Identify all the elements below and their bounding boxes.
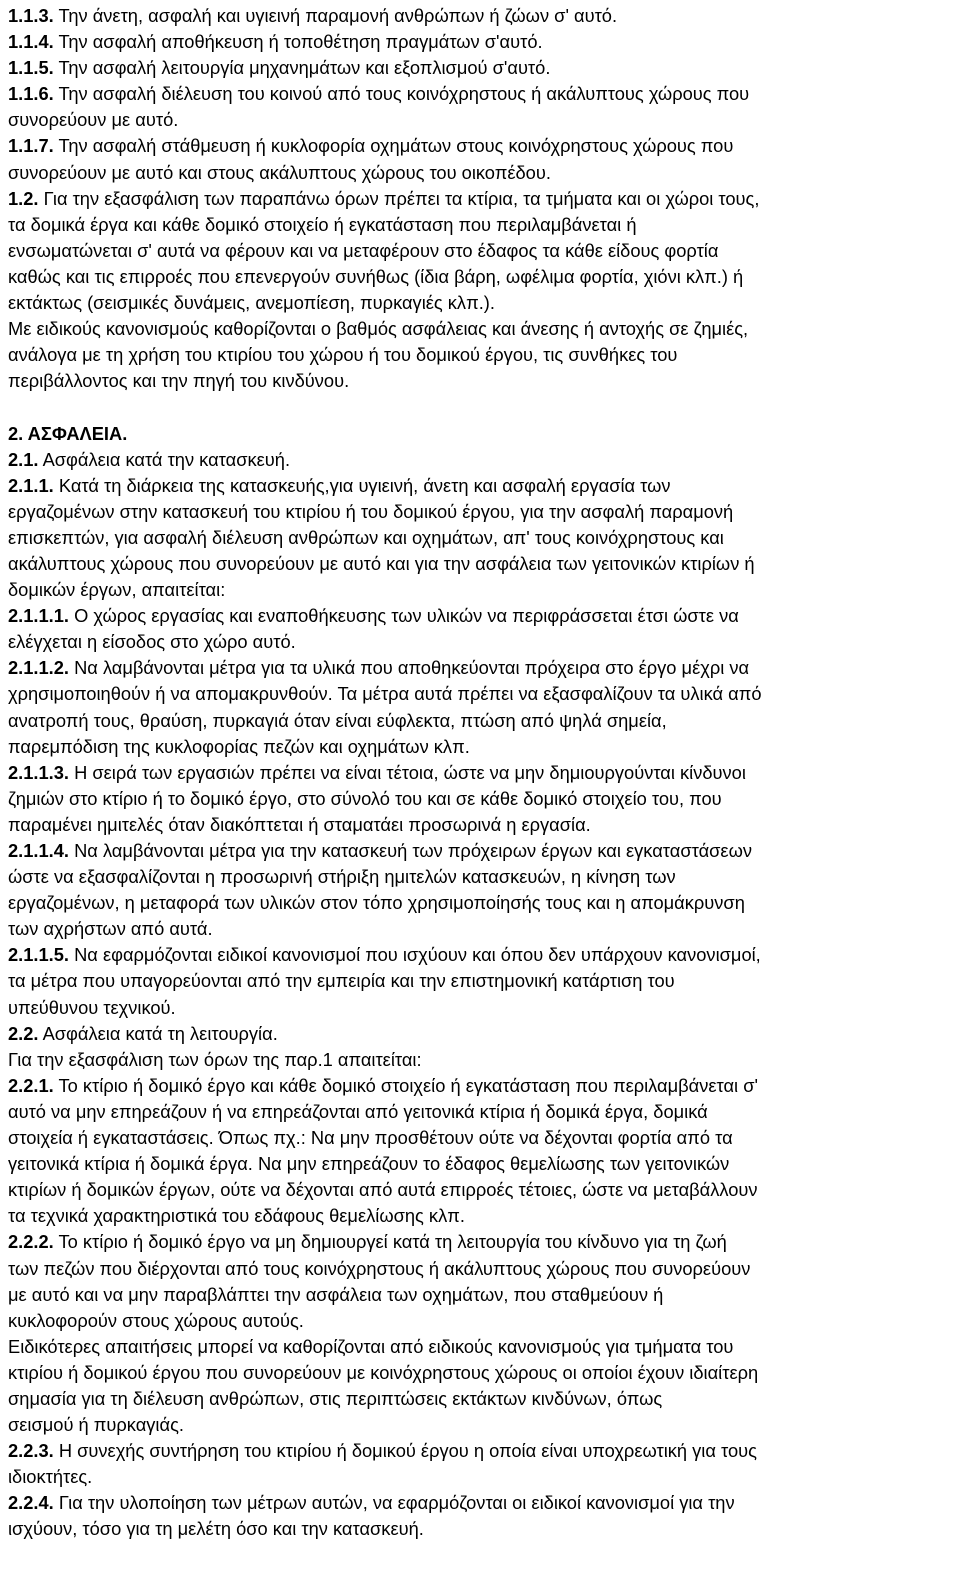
text-line xyxy=(8,890,952,916)
text-line xyxy=(8,1073,952,1099)
text-line xyxy=(8,107,952,133)
text-line xyxy=(8,212,952,238)
text-line xyxy=(8,1386,952,1412)
body-text: κυκλοφορούν στους χώρους αυτούς. xyxy=(8,1309,304,1331)
text-line xyxy=(8,1490,952,1516)
section-number-2-2: 2.2. xyxy=(8,1022,39,1044)
text-line xyxy=(8,577,952,603)
text-line xyxy=(8,681,952,707)
section-number-2-2-1: 2.2.1. xyxy=(8,1074,54,1096)
text-line xyxy=(8,551,952,577)
body-text: δομικών έργων, απαιτείται: xyxy=(8,579,226,601)
text-line xyxy=(8,916,952,942)
text-line xyxy=(8,708,952,734)
text-line xyxy=(8,942,952,968)
text-line xyxy=(8,1203,952,1229)
section-number-2: 2. ΑΣΦΑΛΕΙΑ. xyxy=(8,422,128,444)
body-text: Για την εξασφάλιση των παραπάνω όρων πρέπει τα κτίρια, τα τμήματα και οι χώροι τους, xyxy=(43,187,760,209)
text-line xyxy=(8,655,952,681)
body-text: Για την εξασφάλιση των όρων της παρ.1 απαιτείται: xyxy=(8,1048,422,1070)
text-line xyxy=(8,1177,952,1203)
section-number-1-1-4: 1.1.4. xyxy=(8,31,54,53)
text-line xyxy=(8,968,952,994)
text-line xyxy=(8,368,952,394)
body-text: Την ασφαλή διέλευση του κοινού από τους κοινόχρηστους ή ακάλυπτους χώρους που xyxy=(58,83,750,105)
body-text: Για την υλοποίηση των μέτρων αυτών, να εφαρμόζονται οι ειδικοί κανονισμοί για την xyxy=(58,1492,735,1514)
text-line xyxy=(8,995,952,1021)
section-number-2-1-1-1: 2.1.1.1. xyxy=(8,605,69,627)
text-line xyxy=(8,473,952,499)
body-text: Ο χώρος εργασίας και εναποθήκευσης των υλικών να περιφράσσεται έτσι ώστε να xyxy=(74,605,739,627)
body-text: Την άνετη, ασφαλή και υγιεινή παραμονή ανθρώπων ή ζώων σ' αυτό. xyxy=(58,5,618,26)
text-line xyxy=(8,1438,952,1464)
section-number-2-1-1-2: 2.1.1.2. xyxy=(8,657,69,679)
text-line xyxy=(8,1412,952,1438)
text-line xyxy=(8,81,952,107)
text-line xyxy=(8,838,952,864)
body-text: Κατά τη διάρκεια της κατασκευής,για υγιεινή, άνετη και ασφαλή εργασία των xyxy=(58,474,671,496)
body-text: Ειδικότερες απαιτήσεις μπορεί να καθορίζονται από ειδικούς κανονισμούς για τμήματα του xyxy=(8,1335,734,1357)
body-text: Να λαμβάνονται μέτρα για την κατασκευή των πρόχειρων έργων και εγκαταστάσεων xyxy=(74,840,752,861)
section-number-2-2-2: 2.2.2. xyxy=(8,1231,54,1253)
section-number-2-1-1: 2.1.1. xyxy=(8,474,54,496)
body-text: κτιρίων ή δομικών έργων, ούτε να δέχονται από αυτά επιρροές τέτοιες, ώστε να μεταβάλλουν xyxy=(8,1179,758,1201)
body-text: σημασία για τη διέλευση ανθρώπων, στις περιπτώσεις εκτάκτων κινδύνων, όπως xyxy=(8,1387,663,1409)
text-line xyxy=(8,55,952,81)
body-text: Να εφαρμόζονται ειδικοί κανονισμοί που ισχύουν και όπου δεν υπάρχουν κανονισμοί, xyxy=(74,944,761,966)
body-text: Την ασφαλή αποθήκευση ή τοποθέτηση πραγμάτων σ'αυτό. xyxy=(58,31,543,53)
body-text: εργαζομένων στην κατασκευή του κτιρίου ή του δομικού έργου, για την ασφαλή παραμονή xyxy=(8,500,734,522)
text-line xyxy=(8,1282,952,1308)
text-line xyxy=(8,603,952,629)
text-line xyxy=(8,3,952,29)
text-line xyxy=(8,629,952,655)
text-line xyxy=(8,238,952,264)
section-number-2-1-1-5: 2.1.1.5. xyxy=(8,944,69,966)
text-line xyxy=(8,1229,952,1255)
body-text: με αυτό και να μην παραβλάπτει την ασφάλεια των οχημάτων, που σταθμεύουν ή xyxy=(8,1283,664,1305)
body-text: Το κτίριο ή δομικό έργο και κάθε δομικό στοιχείο ή εγκατάσταση που περιλαμβάνεται σ' xyxy=(58,1074,758,1096)
body-text: τα τεχνικά χαρακτηριστικά του εδάφους θεμελίωσης κλπ. xyxy=(8,1205,465,1227)
text-line xyxy=(8,186,952,212)
text-line xyxy=(8,316,952,342)
section-number-2-2-4: 2.2.4. xyxy=(8,1492,54,1514)
body-text: παρεμπόδιση της κυκλοφορίας πεζών και οχημάτων κλπ. xyxy=(8,735,470,757)
text-line xyxy=(8,786,952,812)
body-text: εργαζομένων, η μεταφορά των υλικών στον τόπο χρησιμοποίησής τους και η απομάκρυνση xyxy=(8,892,745,914)
body-text: εκτάκτως (σεισμικές δυνάμεις, ανεμοπίεση, πυρκαγιές κλπ.). xyxy=(8,292,495,314)
body-text: ιδιοκτήτες. xyxy=(8,1466,93,1488)
body-text: τα μέτρα που υπαγορεύονται από την εμπειρία και την επιστημονική κατάρτιση του xyxy=(8,970,675,992)
body-text: ώστε να εξασφαλίζονται η προσωρινή στήριξη ημιτελών κατασκευών, η κίνηση των xyxy=(8,866,676,888)
section-number-1-1-7: 1.1.7. xyxy=(8,135,54,157)
body-text: ελέγχεται η είσοδος στο χώρο αυτό. xyxy=(8,631,296,653)
body-text: Η συνεχής συντήρηση του κτιρίου ή δομικού έργου η οποία είναι υποχρεωτική για τους xyxy=(58,1440,757,1462)
body-text: αυτό να μην επηρεάζουν ή να επηρεάζονται από γειτονικά κτίρια ή δομικά έργα, δομικά xyxy=(8,1100,708,1122)
text-line xyxy=(8,342,952,368)
text-line xyxy=(8,1464,952,1490)
body-text: περιβάλλοντος και την πηγή του κινδύνου. xyxy=(8,370,350,392)
section-number-1-1-6: 1.1.6. xyxy=(8,83,54,105)
body-text: Το κτίριο ή δομικό έργο να μη δημιουργεί κατά τη λειτουργία του κίνδυνο για τη ζωή xyxy=(58,1231,727,1253)
text-line xyxy=(8,290,952,316)
section-number-1-1-5: 1.1.5. xyxy=(8,57,54,79)
section-number-2-1: 2.1. xyxy=(8,448,39,470)
body-text: ανατροπή τους, θραύση, πυρκαγιά όταν είναι εύφλεκτα, πτώση από ψηλά σημεία, xyxy=(8,709,667,731)
text-line xyxy=(8,1125,952,1151)
text-line xyxy=(8,864,952,890)
text-line xyxy=(8,525,952,551)
text-line xyxy=(8,1099,952,1125)
body-text: γειτονικά κτίρια ή δομικά έργα. Να μην επηρεάζουν το έδαφος θεμελίωσης των γειτονικών xyxy=(8,1153,730,1175)
section-number-1-2: 1.2. xyxy=(8,187,39,209)
body-text: ενσωματώνεται σ' αυτά να φέρουν και να μεταφέρουν στο έδαφος τα κάθε είδους φορτία xyxy=(8,239,719,261)
text-line xyxy=(8,1334,952,1360)
text-line xyxy=(8,1256,952,1282)
body-text: ανάλογα με τη χρήση του κτιρίου του χώρου ή του δομικού έργου, τις συνθήκες του xyxy=(8,344,678,366)
body-text: ακάλυπτους χώρους που συνορεύουν με αυτό και για την ασφάλεια των γειτονικών κτιρίων ή xyxy=(8,552,755,574)
section-number-2-2-3: 2.2.3. xyxy=(8,1440,54,1462)
body-text: σεισμού ή πυρκαγιάς. xyxy=(8,1414,184,1436)
text-line xyxy=(8,133,952,159)
blank-line xyxy=(8,394,952,420)
body-text: Ασφάλεια κατά την κατασκευή. xyxy=(42,448,291,470)
body-text: Ασφάλεια κατά τη λειτουργία. xyxy=(42,1022,278,1044)
text-line xyxy=(8,1516,952,1542)
body-text: των αχρήστων από αυτά. xyxy=(8,918,213,940)
body-text: Η σειρά των εργασιών πρέπει να είναι τέτοια, ώστε να μην δημιουργούνται κίνδυνοι xyxy=(74,761,746,783)
body-text: στοιχεία ή εγκαταστάσεις. Όπως πχ.: Να μην προσθέτουν ούτε να δέχονται φορτία από τα xyxy=(8,1127,733,1149)
text-line xyxy=(8,499,952,525)
body-text: Την ασφαλή στάθμευση ή κυκλοφορία οχημάτων στους κοινόχρηστους χώρους που xyxy=(58,135,734,157)
body-text: συνορεύουν με αυτό. xyxy=(8,109,179,131)
text-line xyxy=(8,1151,952,1177)
body-text: χρησιμοποιηθούν ή να απομακρυνθούν. Τα μέτρα αυτά πρέπει να εξασφαλίζουν τα υλικά από xyxy=(8,683,762,705)
text-line xyxy=(8,1360,952,1386)
body-text: επισκεπτών, για ασφαλή διέλευση ανθρώπων και οχημάτων, απ' τους κοινόχρηστους και xyxy=(8,526,724,548)
text-line xyxy=(8,447,952,473)
text-line xyxy=(8,734,952,760)
body-text: υπεύθυνου τεχνικού. xyxy=(8,996,176,1018)
text-line xyxy=(8,421,952,447)
body-text: παραμένει ημιτελές όταν διακόπτεται ή σταματάει προσωρινά η εργασία. xyxy=(8,813,591,835)
text-line xyxy=(8,160,952,186)
body-text: καθώς και τις επιρροές που επενεργούν συνήθως (ίδια βάρη, ωφέλιμα φορτία, χιόνι κλπ.) ή xyxy=(8,265,744,287)
section-number-2-1-1-3: 2.1.1.3. xyxy=(8,761,69,783)
text-line xyxy=(8,1047,952,1073)
body-text: Να λαμβάνονται μέτρα για τα υλικά που αποθηκεύονται πρόχειρα στο έργο μέχρι να xyxy=(74,657,750,679)
section-number-1-1-3: 1.1.3. xyxy=(8,5,54,26)
body-text: Την ασφαλή λειτουργία μηχανημάτων και εξοπλισμού σ'αυτό. xyxy=(58,57,551,79)
body-text: ισχύουν, τόσο για τη μελέτη όσο και την κατασκευή. xyxy=(8,1518,424,1540)
body-text: ζημιών στο κτίριο ή το δομικό έργο, στο σύνολό του και σε κάθε δομικό στοιχείο του, που xyxy=(8,787,722,809)
text-line xyxy=(8,812,952,838)
body-text: των πεζών που διέρχονται από τους κοινόχρηστους ή ακάλυπτους χώρους που συνορεύουν xyxy=(8,1257,751,1279)
body-text: κτιρίου ή δομικού έργου που συνορεύουν με κοινόχρηστους χώρους οι οποίοι έχουν ιδιαίτερη xyxy=(8,1361,759,1383)
body-text: συνορεύουν με αυτό και στους ακάλυπτους χώρους του οικοπέδου. xyxy=(8,161,551,183)
text-line xyxy=(8,760,952,786)
text-line xyxy=(8,1308,952,1334)
text-line xyxy=(8,264,952,290)
section-number-2-1-1-4: 2.1.1.4. xyxy=(8,840,69,861)
body-text: Με ειδικούς κανονισμούς καθορίζονται ο βαθμός ασφάλειας και άνεσης ή αντοχής σε ζημιές, xyxy=(8,318,749,340)
text-line xyxy=(8,1021,952,1047)
text-line xyxy=(8,29,952,55)
body-text: τα δομικά έργα και κάθε δομικό στοιχείο ή εγκατάσταση που περιλαμβάνεται ή xyxy=(8,213,637,235)
